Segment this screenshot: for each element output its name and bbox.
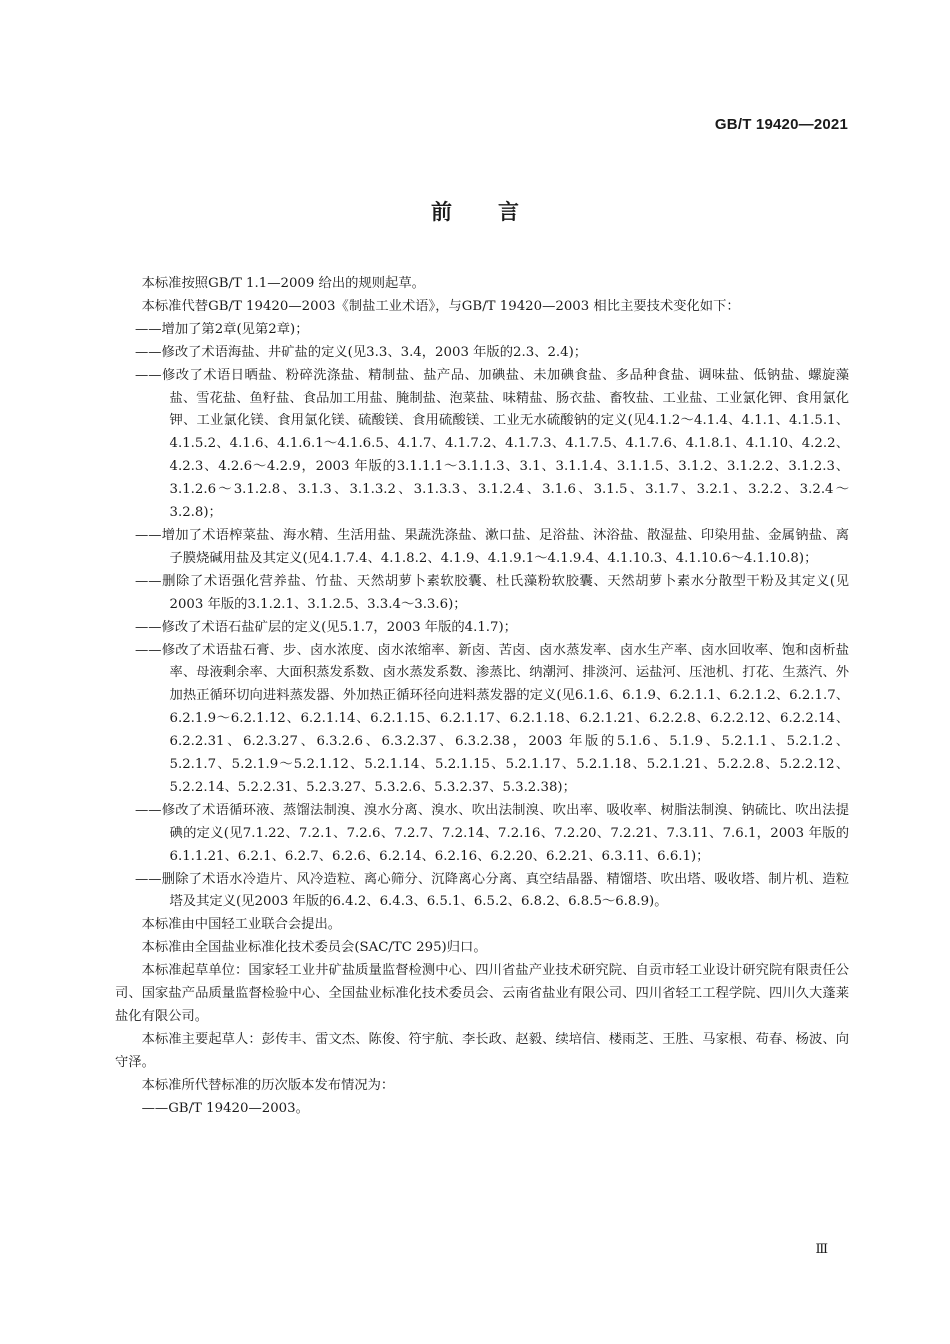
page-title: 前言 [431,200,565,224]
change-item: ——修改了术语石盐矿层的定义(见5.1.7，2003 年版的4.1.7)； [134,619,517,635]
standard-code: GB/T 19420—2021 [714,116,848,133]
change-item: ——删除了术语水冷造片、风冷造粒、离心筛分、沉降离心分离、真空结晶器、精馏塔、吹出塔、吸收塔、制片机、造粒塔及其定义(见2003 年版的6.4.2、6.4.3、6.5.1、6.5.2、6.8.2、6.8.5～6.8.9)。 [134,871,849,910]
paragraph-drafters: 本标准主要起草人：彭传丰、雷文杰、陈俊、符宇航、李长政、赵毅、续培信、楼雨芝、王胜、马家根、苟春、杨波、向守泽。 [115,1031,849,1070]
paragraph-drafting-rules: 本标准按照GB/T 1.1—2009 给出的规则起草。 [141,276,425,291]
paragraph-proposed-by: 本标准由中国轻工业联合会提出。 [141,917,342,933]
change-item: ——修改了术语盐石膏、步、卤水浓度、卤水浓缩率、新卤、苦卤、卤水蒸发率、卤水生产率、卤水回收率、饱和卤析盐率、母液剩余率、大面积蒸发系数、卤水蒸发系数、渗蒸比、纳潮河、排淡河、运盐河、压池机、打花、生蒸汽、外加热正循环切向进料蒸发器、外加热正循环径向进料蒸发器的定义(见6.1.6、6.1.9、6.2.1.1、6.2.1.2、6.2.1.7、6.2.1.9～6.2.1.12、6.2.1.14、6.2.1.15、6.2.1.17、6.2.1.18、6.2.1.21、6.2.2.8、6.2.2.12、6.2.2.14、6.2.2.31、6.2.3.27、6.3.2.6、6.3.2.37、6.3.2.38，2003 年版的5.1.6、5.1.9、5.2.1.1、5.2.1.2、5.2.1.7、5.2.1.9～5.2.1.12、5.2.1.14、5.2.1.15、5.2.1.17、5.2.1.18、5.2.1.21、5.2.2.8、5.2.2.12、5.2.2.14、5.2.2.31、5.2.3.27、5.3.2.6、5.3.2.37、5.3.2.38)； [134,642,849,795]
change-item: ——修改了术语日晒盐、粉碎洗涤盐、精制盐、盐产品、加碘盐、未加碘食盐、多品种食盐、调味盐、低钠盐、螺旋藻盐、雪花盐、鱼籽盐、食品加工用盐、腌制盐、泡菜盐、味精盐、肠衣盐、畜牧盐、工业盐、工业氯化钾、食用氯化钾、工业氯化镁、食用氯化镁、硫酸镁、食用硫酸镁、工业无水硫酸钠的定义(见4.1.2～4.1.4、4.1.1、4.1.5.1、4.1.5.2、4.1.6、4.1.6.1～4.1.6.5、4.1.7、4.1.7.2、4.1.7.3、4.1.7.5、4.1.7.6、4.1.8.1、4.1.10、4.2.2、4.2.3、4.2.6～4.2.9，2003 年版的3.1.1.1～3.1.1.3、3.1、3.1.1.4、3.1.1.5、3.1.2、3.1.2.2、3.1.2.3、3.1.2.6～3.1.2.8、3.1.3、3.1.3.2、3.1.3.3、3.1.2.4、3.1.6、3.1.5、3.1.7、3.2.1、3.2.2、3.2.4～3.2.8)； [134,367,849,521]
paragraph-drafting-units: 本标准起草单位：国家轻工业井矿盐质量监督检测中心、四川省盐产业技术研究院、自贡市轻工业设计研究院有限责任公司、国家盐产品质量监督检验中心、全国盐业标准化技术委员会、云南省盐业有限公司、四川省轻工工程学院、四川久大蓬莱盐化有限公司。 [115,963,849,1024]
change-item: ——修改了术语循环液、蒸馏法制溴、溴水分离、溴水、吹出法制溴、吹出率、吸收率、树脂法制溴、钠硫比、吹出法提碘的定义(见7.1.22、7.2.1、7.2.6、7.2.7、7.2.14、7.2.16、7.2.20、7.2.21、7.3.11、7.6.1，2003 年版的6.1.1.21、6.2.1、6.2.7、6.2.6、6.2.14、6.2.16、6.2.20、6.2.21、6.3.11、6.6.1)； [134,802,849,864]
paragraph-replaces: 本标准代替GB/T 19420—2003《制盐工业术语》，与GB/T 19420—2003 相比主要技术变化如下： [141,298,740,314]
paragraph-history: 本标准所代替标准的历次版本发布情况为： [141,1077,395,1093]
paragraph-history-item: ——GB/T 19420—2003。 [141,1100,309,1116]
paragraph-administered-by: 本标准由全国盐业标准化技术委员会(SAC/TC 295)归口。 [141,940,487,956]
change-item: ——增加了术语榨菜盐、海水精、生活用盐、果蔬洗涤盐、漱口盐、足浴盐、沐浴盐、散湿盐、印染用盐、金属钠盐、离子膜烧碱用盐及其定义(见4.1.7.4、4.1.8.2、4.1.9、4.1.9.1～4.1.9.4、4.1.10.3、4.1.10.6～4.1.10.8)； [134,527,849,566]
change-item: ——增加了第2章(见第2章)； [134,321,309,337]
change-item: ——删除了术语强化营养盐、竹盐、天然胡萝卜素软胶囊、杜氏藻粉软胶囊、天然胡萝卜素水分散型干粉及其定义(见2003 年版的3.1.2.1、3.1.2.5、3.3.4～3.3.6)； [134,573,849,612]
change-item: ——修改了术语海盐、井矿盐的定义(见3.3、3.4，2003 年版的2.3、2.4)； [134,344,588,360]
page-number: Ⅲ [815,1242,828,1257]
foreword-body [115,273,849,1121]
